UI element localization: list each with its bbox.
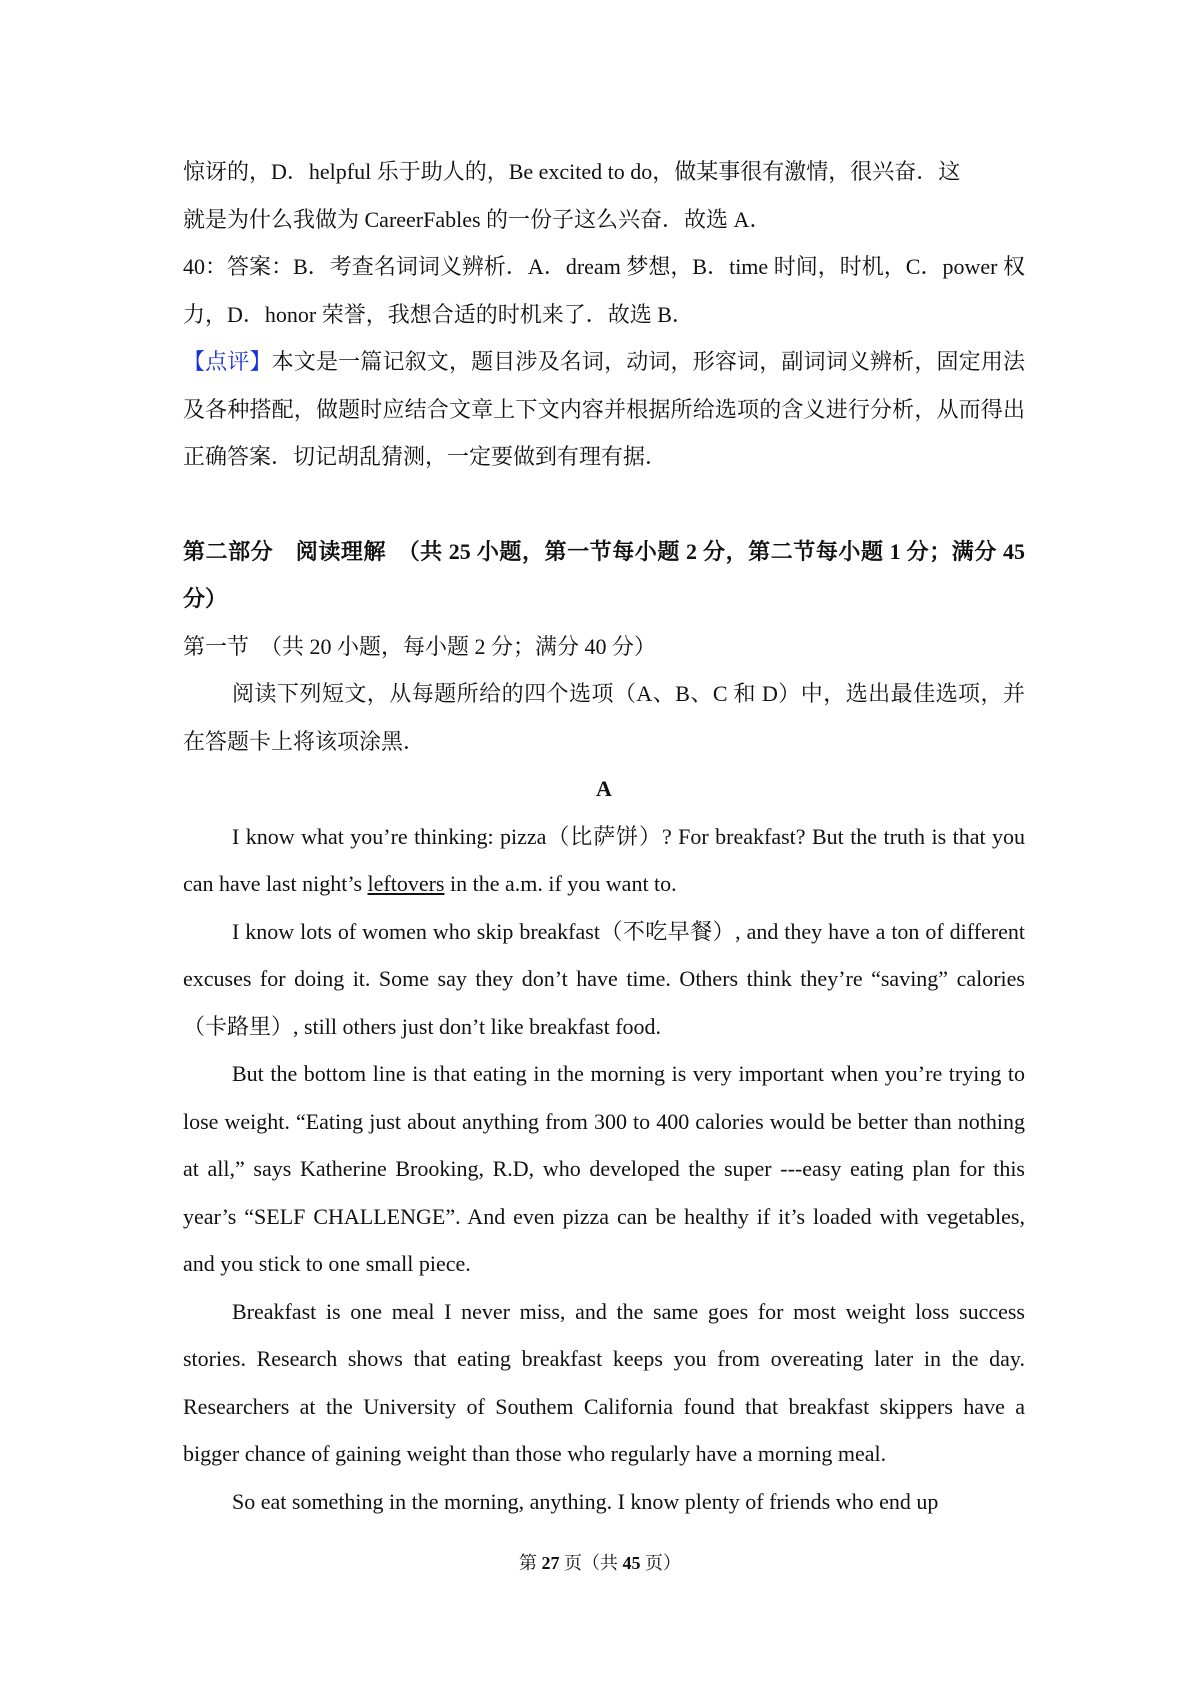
comment-text: 本文是一篇记叙文，题目涉及名词，动词，形容词，副词词义辨析，固定用法及各种搭配，做题时应结合文章上下文内容并根据所给选项的含义进行分析，从而得出正确答案．切记胡乱猜测，一定要做到有理有据． [183,349,1025,469]
comment-tag: 【点评】 [183,349,272,374]
footer-total-pages: 45 [622,1553,641,1573]
footer-suffix: 页） [640,1553,681,1573]
instructions: 阅读下列短文，从每题所给的四个选项（A、B、C 和 D）中，选出最佳选项，并在答题卡上将该项涂黑． [183,681,1025,754]
answer-40: 40：答案：B．考查名词词义辨析．A．dream 梦想，B．time 时间，时机，C．power 权力，D．honor 荣誉，我想合适的时机来了．故选 B． [183,254,1025,327]
passage-paragraph-1 [183,813,1025,908]
page-content [183,148,1025,1525]
footer-page-number: 27 [541,1553,560,1573]
comment-paragraph [183,338,1025,481]
p1-text-b: in the a.m. if you want to. [444,871,677,896]
passage-paragraph-4: Breakfast is one meal I never miss, and the same goes for most weight loss success stories. Research shows that eating breakfast keeps you from overeating later in the day. Researchers at the University of Southem California found that breakfast skippers have a bigger chance of gaining weight than those who regularly have a morning meal. [183,1298,1025,1466]
section1-heading: 第一节 （共 20 小题，每小题 2 分；满分 40 分） [183,633,657,659]
footer-prefix: 第 [519,1553,542,1573]
answer-39-line1: 惊讶的，D．helpful 乐于助人的，Be excited to do，做某事很有激情，很兴奋．这 [183,159,961,184]
passage-paragraph-3: But the bottom line is that eating in the morning is very important when you’re trying to lose weight. “Eating just about anything from 300 to 400 calories would be better than nothing at all,” says Katherine Brooking, R.D, who developed the super ---easy eating plan for this year’s “SELF CHALLENGE”. And even pizza can be healthy if it’s loaded with vegetables, and you stick to one small piece. [183,1061,1025,1276]
spacer [183,481,1025,528]
part2-heading: 第二部分 阅读理解 （共 25 小题，第一节每小题 2 分，第二节每小题 1 分；满分 45 分） [183,538,1025,611]
underlined-word: leftovers [367,871,445,896]
page-footer [0,1551,1200,1575]
passage-label: A [596,776,612,801]
answer-39-line2: 就是为什么我做为 CareerFables 的一份子这么兴奋．故选 A． [183,206,772,232]
passage-paragraph-5: So eat something in the morning, anything. I know plenty of friends who end up [232,1488,939,1514]
passage-paragraph-2: I know lots of women who skip breakfast（不吃早餐）, and they have a ton of different excuses for doing it. Some say they don’t have time. Others think they’re “saving” calories（卡路里）, still others just don’t like breakfast food. [183,918,1025,1039]
p1-text-a: I know what you’re thinking: pizza（比萨饼）? For breakfast? But the truth is that you can have last night’s [183,823,1025,896]
footer-middle: 页（共 [559,1553,623,1573]
